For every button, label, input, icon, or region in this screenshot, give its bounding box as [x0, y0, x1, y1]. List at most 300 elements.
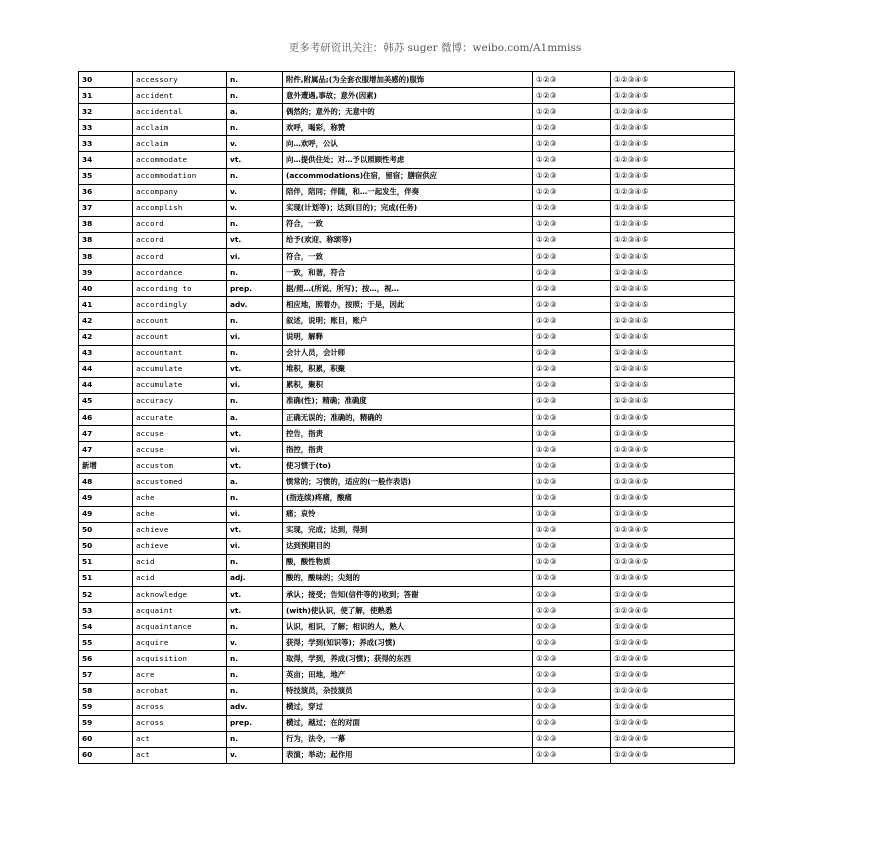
entry-number: 49 — [79, 506, 133, 522]
entry-review-marks-3: ①②③ — [533, 603, 611, 619]
entry-number: 50 — [79, 538, 133, 554]
entry-meaning: 酸的，酸味的；尖刻的 — [283, 570, 533, 586]
entry-number: 56 — [79, 651, 133, 667]
entry-word: achieve — [133, 538, 227, 554]
entry-number: 47 — [79, 426, 133, 442]
entry-word: acclaim — [133, 120, 227, 136]
entry-review-marks-5: ①②③④⑤ — [611, 538, 735, 554]
entry-word: accommodation — [133, 168, 227, 184]
entry-review-marks-5: ①②③④⑤ — [611, 345, 735, 361]
table-row — [79, 522, 735, 538]
entry-number: 51 — [79, 570, 133, 586]
entry-review-marks-5: ①②③④⑤ — [611, 72, 735, 88]
entry-review-marks-3: ①②③ — [533, 232, 611, 248]
entry-review-marks-3: ①②③ — [533, 281, 611, 297]
entry-review-marks-3: ①②③ — [533, 731, 611, 747]
entry-number: 52 — [79, 587, 133, 603]
entry-word: acquaintance — [133, 619, 227, 635]
entry-word: accomplish — [133, 200, 227, 216]
entry-part-of-speech: vt. — [227, 587, 283, 603]
entry-meaning: 向…欢呼，公认 — [283, 136, 533, 152]
entry-meaning: 特技演员，杂技演员 — [283, 683, 533, 699]
entry-word: ache — [133, 506, 227, 522]
entry-review-marks-3: ①②③ — [533, 88, 611, 104]
table-row — [79, 281, 735, 297]
entry-part-of-speech: n. — [227, 313, 283, 329]
entry-word: accuse — [133, 442, 227, 458]
table-row — [79, 538, 735, 554]
entry-meaning: 偶然的；意外的；无意中的 — [283, 104, 533, 120]
entry-review-marks-5: ①②③④⑤ — [611, 152, 735, 168]
entry-word: acrobat — [133, 683, 227, 699]
entry-word: accustomed — [133, 474, 227, 490]
entry-number: 新增 — [79, 458, 133, 474]
entry-part-of-speech: prep. — [227, 281, 283, 297]
entry-meaning: 惯常的；习惯的，适应的(一般作表语) — [283, 474, 533, 490]
table-row — [79, 168, 735, 184]
entry-word: across — [133, 699, 227, 715]
table-row — [79, 361, 735, 377]
entry-number: 42 — [79, 313, 133, 329]
table-row — [79, 603, 735, 619]
entry-number: 36 — [79, 184, 133, 200]
entry-word: acquisition — [133, 651, 227, 667]
table-row — [79, 731, 735, 747]
entry-review-marks-5: ①②③④⑤ — [611, 522, 735, 538]
entry-review-marks-3: ①②③ — [533, 104, 611, 120]
entry-review-marks-5: ①②③④⑤ — [611, 442, 735, 458]
table-row — [79, 474, 735, 490]
entry-review-marks-5: ①②③④⑤ — [611, 281, 735, 297]
entry-word: account — [133, 329, 227, 345]
entry-review-marks-5: ①②③④⑤ — [611, 216, 735, 232]
entry-number: 50 — [79, 522, 133, 538]
table-row — [79, 136, 735, 152]
table-row — [79, 490, 735, 506]
entry-review-marks-5: ①②③④⑤ — [611, 361, 735, 377]
entry-review-marks-3: ①②③ — [533, 426, 611, 442]
entry-review-marks-3: ①②③ — [533, 506, 611, 522]
entry-number: 53 — [79, 603, 133, 619]
entry-part-of-speech: n. — [227, 345, 283, 361]
entry-part-of-speech: v. — [227, 635, 283, 651]
entry-word: acknowledge — [133, 587, 227, 603]
entry-meaning: 意外遭遇,事故；意外(因素) — [283, 88, 533, 104]
entry-part-of-speech: n. — [227, 554, 283, 570]
entry-review-marks-3: ①②③ — [533, 249, 611, 265]
entry-word: across — [133, 715, 227, 731]
entry-word: ache — [133, 490, 227, 506]
entry-review-marks-3: ①②③ — [533, 377, 611, 393]
entry-meaning: 使习惯于(to) — [283, 458, 533, 474]
table-row — [79, 232, 735, 248]
entry-part-of-speech: a. — [227, 474, 283, 490]
entry-part-of-speech: vi. — [227, 538, 283, 554]
entry-part-of-speech: n. — [227, 168, 283, 184]
entry-meaning: 行为，法令，一幕 — [283, 731, 533, 747]
entry-review-marks-5: ①②③④⑤ — [611, 570, 735, 586]
entry-number: 44 — [79, 377, 133, 393]
entry-review-marks-5: ①②③④⑤ — [611, 297, 735, 313]
entry-review-marks-5: ①②③④⑤ — [611, 458, 735, 474]
entry-part-of-speech: prep. — [227, 715, 283, 731]
entry-review-marks-5: ①②③④⑤ — [611, 699, 735, 715]
entry-review-marks-5: ①②③④⑤ — [611, 635, 735, 651]
entry-review-marks-3: ①②③ — [533, 474, 611, 490]
entry-part-of-speech: v. — [227, 136, 283, 152]
entry-part-of-speech: vt. — [227, 603, 283, 619]
table-row — [79, 313, 735, 329]
entry-word: accordance — [133, 265, 227, 281]
entry-word: accommodate — [133, 152, 227, 168]
entry-meaning: 正确无误的；准确的，精确的 — [283, 409, 533, 425]
table-row — [79, 667, 735, 683]
entry-review-marks-5: ①②③④⑤ — [611, 377, 735, 393]
entry-meaning: 准确(性)；精确；准确度 — [283, 393, 533, 409]
entry-review-marks-3: ①②③ — [533, 345, 611, 361]
entry-part-of-speech: n. — [227, 72, 283, 88]
table-row — [79, 619, 735, 635]
page-header: 更多考研资讯关注：韩苏 suger 微博：weibo.com/A1mmiss — [288, 42, 582, 54]
entry-meaning: (accommodations)住宿，留宿；膳宿供应 — [283, 168, 533, 184]
entry-review-marks-5: ①②③④⑤ — [611, 747, 735, 763]
table-row — [79, 104, 735, 120]
entry-number: 55 — [79, 635, 133, 651]
entry-review-marks-3: ①②③ — [533, 265, 611, 281]
entry-meaning: 获得；学到(知识等)；养成(习惯) — [283, 635, 533, 651]
entry-review-marks-5: ①②③④⑤ — [611, 554, 735, 570]
entry-number: 46 — [79, 409, 133, 425]
entry-word: acid — [133, 570, 227, 586]
entry-word: accident — [133, 88, 227, 104]
entry-word: accuracy — [133, 393, 227, 409]
entry-review-marks-3: ①②③ — [533, 554, 611, 570]
entry-part-of-speech: vi. — [227, 506, 283, 522]
entry-word: account — [133, 313, 227, 329]
entry-number: 32 — [79, 104, 133, 120]
entry-number: 38 — [79, 249, 133, 265]
entry-number: 51 — [79, 554, 133, 570]
entry-part-of-speech: v. — [227, 184, 283, 200]
entry-word: accountant — [133, 345, 227, 361]
table-row — [79, 249, 735, 265]
entry-number: 57 — [79, 667, 133, 683]
entry-number: 42 — [79, 329, 133, 345]
entry-review-marks-5: ①②③④⑤ — [611, 120, 735, 136]
vocabulary-table-body — [79, 72, 735, 764]
table-row — [79, 345, 735, 361]
entry-part-of-speech: n. — [227, 265, 283, 281]
entry-review-marks-5: ①②③④⑤ — [611, 200, 735, 216]
entry-review-marks-3: ①②③ — [533, 393, 611, 409]
entry-meaning: 控告，指责 — [283, 426, 533, 442]
entry-part-of-speech: vi. — [227, 377, 283, 393]
entry-review-marks-3: ①②③ — [533, 699, 611, 715]
entry-part-of-speech: vt. — [227, 458, 283, 474]
table-row — [79, 329, 735, 345]
entry-review-marks-3: ①②③ — [533, 136, 611, 152]
entry-number: 35 — [79, 168, 133, 184]
entry-review-marks-3: ①②③ — [533, 168, 611, 184]
entry-review-marks-3: ①②③ — [533, 715, 611, 731]
table-row — [79, 184, 735, 200]
entry-review-marks-5: ①②③④⑤ — [611, 651, 735, 667]
entry-part-of-speech: vt. — [227, 232, 283, 248]
table-row — [79, 458, 735, 474]
entry-word: accessory — [133, 72, 227, 88]
entry-meaning: 酸，酸性物质 — [283, 554, 533, 570]
table-row — [79, 683, 735, 699]
entry-review-marks-5: ①②③④⑤ — [611, 313, 735, 329]
entry-number: 41 — [79, 297, 133, 313]
table-row — [79, 409, 735, 425]
entry-review-marks-5: ①②③④⑤ — [611, 249, 735, 265]
entry-word: accordingly — [133, 297, 227, 313]
entry-meaning: 英亩；田地，地产 — [283, 667, 533, 683]
entry-meaning: 叙述，说明；账目，账户 — [283, 313, 533, 329]
entry-review-marks-5: ①②③④⑤ — [611, 184, 735, 200]
table-row — [79, 715, 735, 731]
entry-part-of-speech: vi. — [227, 442, 283, 458]
entry-word: accord — [133, 232, 227, 248]
entry-meaning: 附件,附属品;(为全套衣服增加美感的)服饰 — [283, 72, 533, 88]
entry-word: act — [133, 747, 227, 763]
entry-word: accord — [133, 249, 227, 265]
entry-meaning: 一致，和谐，符合 — [283, 265, 533, 281]
entry-review-marks-5: ①②③④⑤ — [611, 506, 735, 522]
entry-part-of-speech: n. — [227, 216, 283, 232]
entry-meaning: 向…提供住处；对…予以照顾性考虑 — [283, 152, 533, 168]
entry-word: accord — [133, 216, 227, 232]
entry-number: 33 — [79, 120, 133, 136]
entry-meaning: 给予(欢迎、称颂等) — [283, 232, 533, 248]
entry-number: 34 — [79, 152, 133, 168]
entry-meaning: (指连续)疼痛，酸痛 — [283, 490, 533, 506]
entry-review-marks-3: ①②③ — [533, 458, 611, 474]
entry-part-of-speech: vt. — [227, 361, 283, 377]
entry-review-marks-5: ①②③④⑤ — [611, 393, 735, 409]
entry-number: 37 — [79, 200, 133, 216]
entry-meaning: 达到预期目的 — [283, 538, 533, 554]
entry-review-marks-5: ①②③④⑤ — [611, 490, 735, 506]
entry-part-of-speech: n. — [227, 683, 283, 699]
entry-part-of-speech: n. — [227, 731, 283, 747]
entry-review-marks-5: ①②③④⑤ — [611, 168, 735, 184]
entry-review-marks-3: ①②③ — [533, 442, 611, 458]
entry-number: 30 — [79, 72, 133, 88]
table-row — [79, 651, 735, 667]
entry-part-of-speech: a. — [227, 104, 283, 120]
table-row — [79, 152, 735, 168]
entry-word: accustom — [133, 458, 227, 474]
entry-meaning: 痛；哀怜 — [283, 506, 533, 522]
entry-part-of-speech: n. — [227, 120, 283, 136]
entry-part-of-speech: adj. — [227, 570, 283, 586]
entry-part-of-speech: n. — [227, 490, 283, 506]
entry-meaning: 实现，完成；达到，得到 — [283, 522, 533, 538]
entry-part-of-speech: adv. — [227, 699, 283, 715]
entry-part-of-speech: v. — [227, 200, 283, 216]
entry-part-of-speech: n. — [227, 619, 283, 635]
table-row — [79, 506, 735, 522]
entry-part-of-speech: n. — [227, 667, 283, 683]
entry-number: 40 — [79, 281, 133, 297]
entry-meaning: 累积，聚积 — [283, 377, 533, 393]
entry-meaning: 堆积，积累，积聚 — [283, 361, 533, 377]
entry-meaning: 横过，穿过 — [283, 699, 533, 715]
entry-meaning: 认识，相识，了解；相识的人，熟人 — [283, 619, 533, 635]
entry-review-marks-3: ①②③ — [533, 667, 611, 683]
table-row — [79, 120, 735, 136]
entry-review-marks-3: ①②③ — [533, 329, 611, 345]
entry-review-marks-3: ①②③ — [533, 490, 611, 506]
entry-word: accidental — [133, 104, 227, 120]
entry-review-marks-3: ①②③ — [533, 651, 611, 667]
entry-word: achieve — [133, 522, 227, 538]
table-row — [79, 216, 735, 232]
entry-review-marks-5: ①②③④⑤ — [611, 715, 735, 731]
entry-meaning: 符合，一致 — [283, 216, 533, 232]
table-row — [79, 554, 735, 570]
entry-word: accumulate — [133, 361, 227, 377]
entry-meaning: 会计人员，会计师 — [283, 345, 533, 361]
entry-review-marks-5: ①②③④⑤ — [611, 474, 735, 490]
entry-number: 31 — [79, 88, 133, 104]
entry-review-marks-3: ①②③ — [533, 313, 611, 329]
entry-number: 48 — [79, 474, 133, 490]
entry-part-of-speech: n. — [227, 88, 283, 104]
entry-review-marks-3: ①②③ — [533, 570, 611, 586]
table-row — [79, 442, 735, 458]
entry-meaning: 表演；举动；起作用 — [283, 747, 533, 763]
entry-number: 39 — [79, 265, 133, 281]
table-row — [79, 393, 735, 409]
entry-review-marks-3: ①②③ — [533, 200, 611, 216]
entry-review-marks-5: ①②③④⑤ — [611, 136, 735, 152]
entry-review-marks-3: ①②③ — [533, 361, 611, 377]
entry-part-of-speech: adv. — [227, 297, 283, 313]
entry-word: accumulate — [133, 377, 227, 393]
entry-review-marks-3: ①②③ — [533, 152, 611, 168]
entry-word: acquaint — [133, 603, 227, 619]
entry-number: 59 — [79, 699, 133, 715]
entry-review-marks-3: ①②③ — [533, 522, 611, 538]
entry-part-of-speech: vi. — [227, 329, 283, 345]
entry-meaning: 据/照…(所说、所写)；按…，视… — [283, 281, 533, 297]
entry-meaning: 欢呼，喝彩，称赞 — [283, 120, 533, 136]
entry-review-marks-5: ①②③④⑤ — [611, 329, 735, 345]
entry-word: accurate — [133, 409, 227, 425]
entry-word: acquire — [133, 635, 227, 651]
table-row — [79, 72, 735, 88]
table-row — [79, 377, 735, 393]
entry-part-of-speech: v. — [227, 747, 283, 763]
entry-review-marks-5: ①②③④⑤ — [611, 88, 735, 104]
table-row — [79, 265, 735, 281]
entry-part-of-speech: vt. — [227, 522, 283, 538]
vocabulary-table — [78, 71, 735, 764]
entry-number: 60 — [79, 747, 133, 763]
entry-word: acclaim — [133, 136, 227, 152]
entry-word: acre — [133, 667, 227, 683]
entry-number: 33 — [79, 136, 133, 152]
entry-part-of-speech: a. — [227, 409, 283, 425]
entry-part-of-speech: n. — [227, 651, 283, 667]
table-row — [79, 699, 735, 715]
entry-number: 38 — [79, 216, 133, 232]
entry-word: accompany — [133, 184, 227, 200]
entry-part-of-speech: vi. — [227, 249, 283, 265]
entry-word: act — [133, 731, 227, 747]
entry-part-of-speech: n. — [227, 393, 283, 409]
entry-review-marks-3: ①②③ — [533, 120, 611, 136]
entry-review-marks-5: ①②③④⑤ — [611, 667, 735, 683]
entry-number: 49 — [79, 490, 133, 506]
entry-review-marks-5: ①②③④⑤ — [611, 265, 735, 281]
entry-review-marks-3: ①②③ — [533, 409, 611, 425]
table-row — [79, 587, 735, 603]
entry-part-of-speech: vt. — [227, 426, 283, 442]
table-row — [79, 297, 735, 313]
entry-word: accuse — [133, 426, 227, 442]
table-row — [79, 200, 735, 216]
entry-review-marks-5: ①②③④⑤ — [611, 232, 735, 248]
entry-review-marks-3: ①②③ — [533, 184, 611, 200]
entry-review-marks-5: ①②③④⑤ — [611, 426, 735, 442]
entry-review-marks-5: ①②③④⑤ — [611, 619, 735, 635]
entry-part-of-speech: vt. — [227, 152, 283, 168]
entry-number: 60 — [79, 731, 133, 747]
entry-meaning: 陪伴，陪同；伴随，和…一起发生，伴奏 — [283, 184, 533, 200]
entry-number: 38 — [79, 232, 133, 248]
entry-number: 45 — [79, 393, 133, 409]
entry-meaning: 取得，学到，养成(习惯)；获得的东西 — [283, 651, 533, 667]
entry-meaning: 实现(计划等)；达到(目的)；完成(任务) — [283, 200, 533, 216]
entry-meaning: 横过，越过；在的对面 — [283, 715, 533, 731]
entry-meaning: 指控，指责 — [283, 442, 533, 458]
entry-word: according to — [133, 281, 227, 297]
entry-review-marks-5: ①②③④⑤ — [611, 587, 735, 603]
entry-number: 54 — [79, 619, 133, 635]
entry-review-marks-3: ①②③ — [533, 297, 611, 313]
entry-number: 43 — [79, 345, 133, 361]
table-row — [79, 88, 735, 104]
entry-review-marks-3: ①②③ — [533, 683, 611, 699]
entry-review-marks-5: ①②③④⑤ — [611, 731, 735, 747]
entry-review-marks-3: ①②③ — [533, 72, 611, 88]
entry-review-marks-3: ①②③ — [533, 635, 611, 651]
entry-word: acid — [133, 554, 227, 570]
entry-number: 58 — [79, 683, 133, 699]
entry-review-marks-3: ①②③ — [533, 538, 611, 554]
entry-review-marks-3: ①②③ — [533, 747, 611, 763]
entry-review-marks-3: ①②③ — [533, 587, 611, 603]
entry-review-marks-5: ①②③④⑤ — [611, 683, 735, 699]
table-row — [79, 635, 735, 651]
table-row — [79, 570, 735, 586]
entry-meaning: (with)使认识，使了解，使熟悉 — [283, 603, 533, 619]
entry-number: 44 — [79, 361, 133, 377]
entry-meaning: 承认；接受；告知(信件等的)收到；答谢 — [283, 587, 533, 603]
entry-number: 59 — [79, 715, 133, 731]
entry-review-marks-3: ①②③ — [533, 216, 611, 232]
entry-review-marks-5: ①②③④⑤ — [611, 603, 735, 619]
entry-review-marks-3: ①②③ — [533, 619, 611, 635]
entry-review-marks-5: ①②③④⑤ — [611, 409, 735, 425]
entry-review-marks-5: ①②③④⑤ — [611, 104, 735, 120]
entry-meaning: 说明，解释 — [283, 329, 533, 345]
entry-meaning: 符合，一致 — [283, 249, 533, 265]
